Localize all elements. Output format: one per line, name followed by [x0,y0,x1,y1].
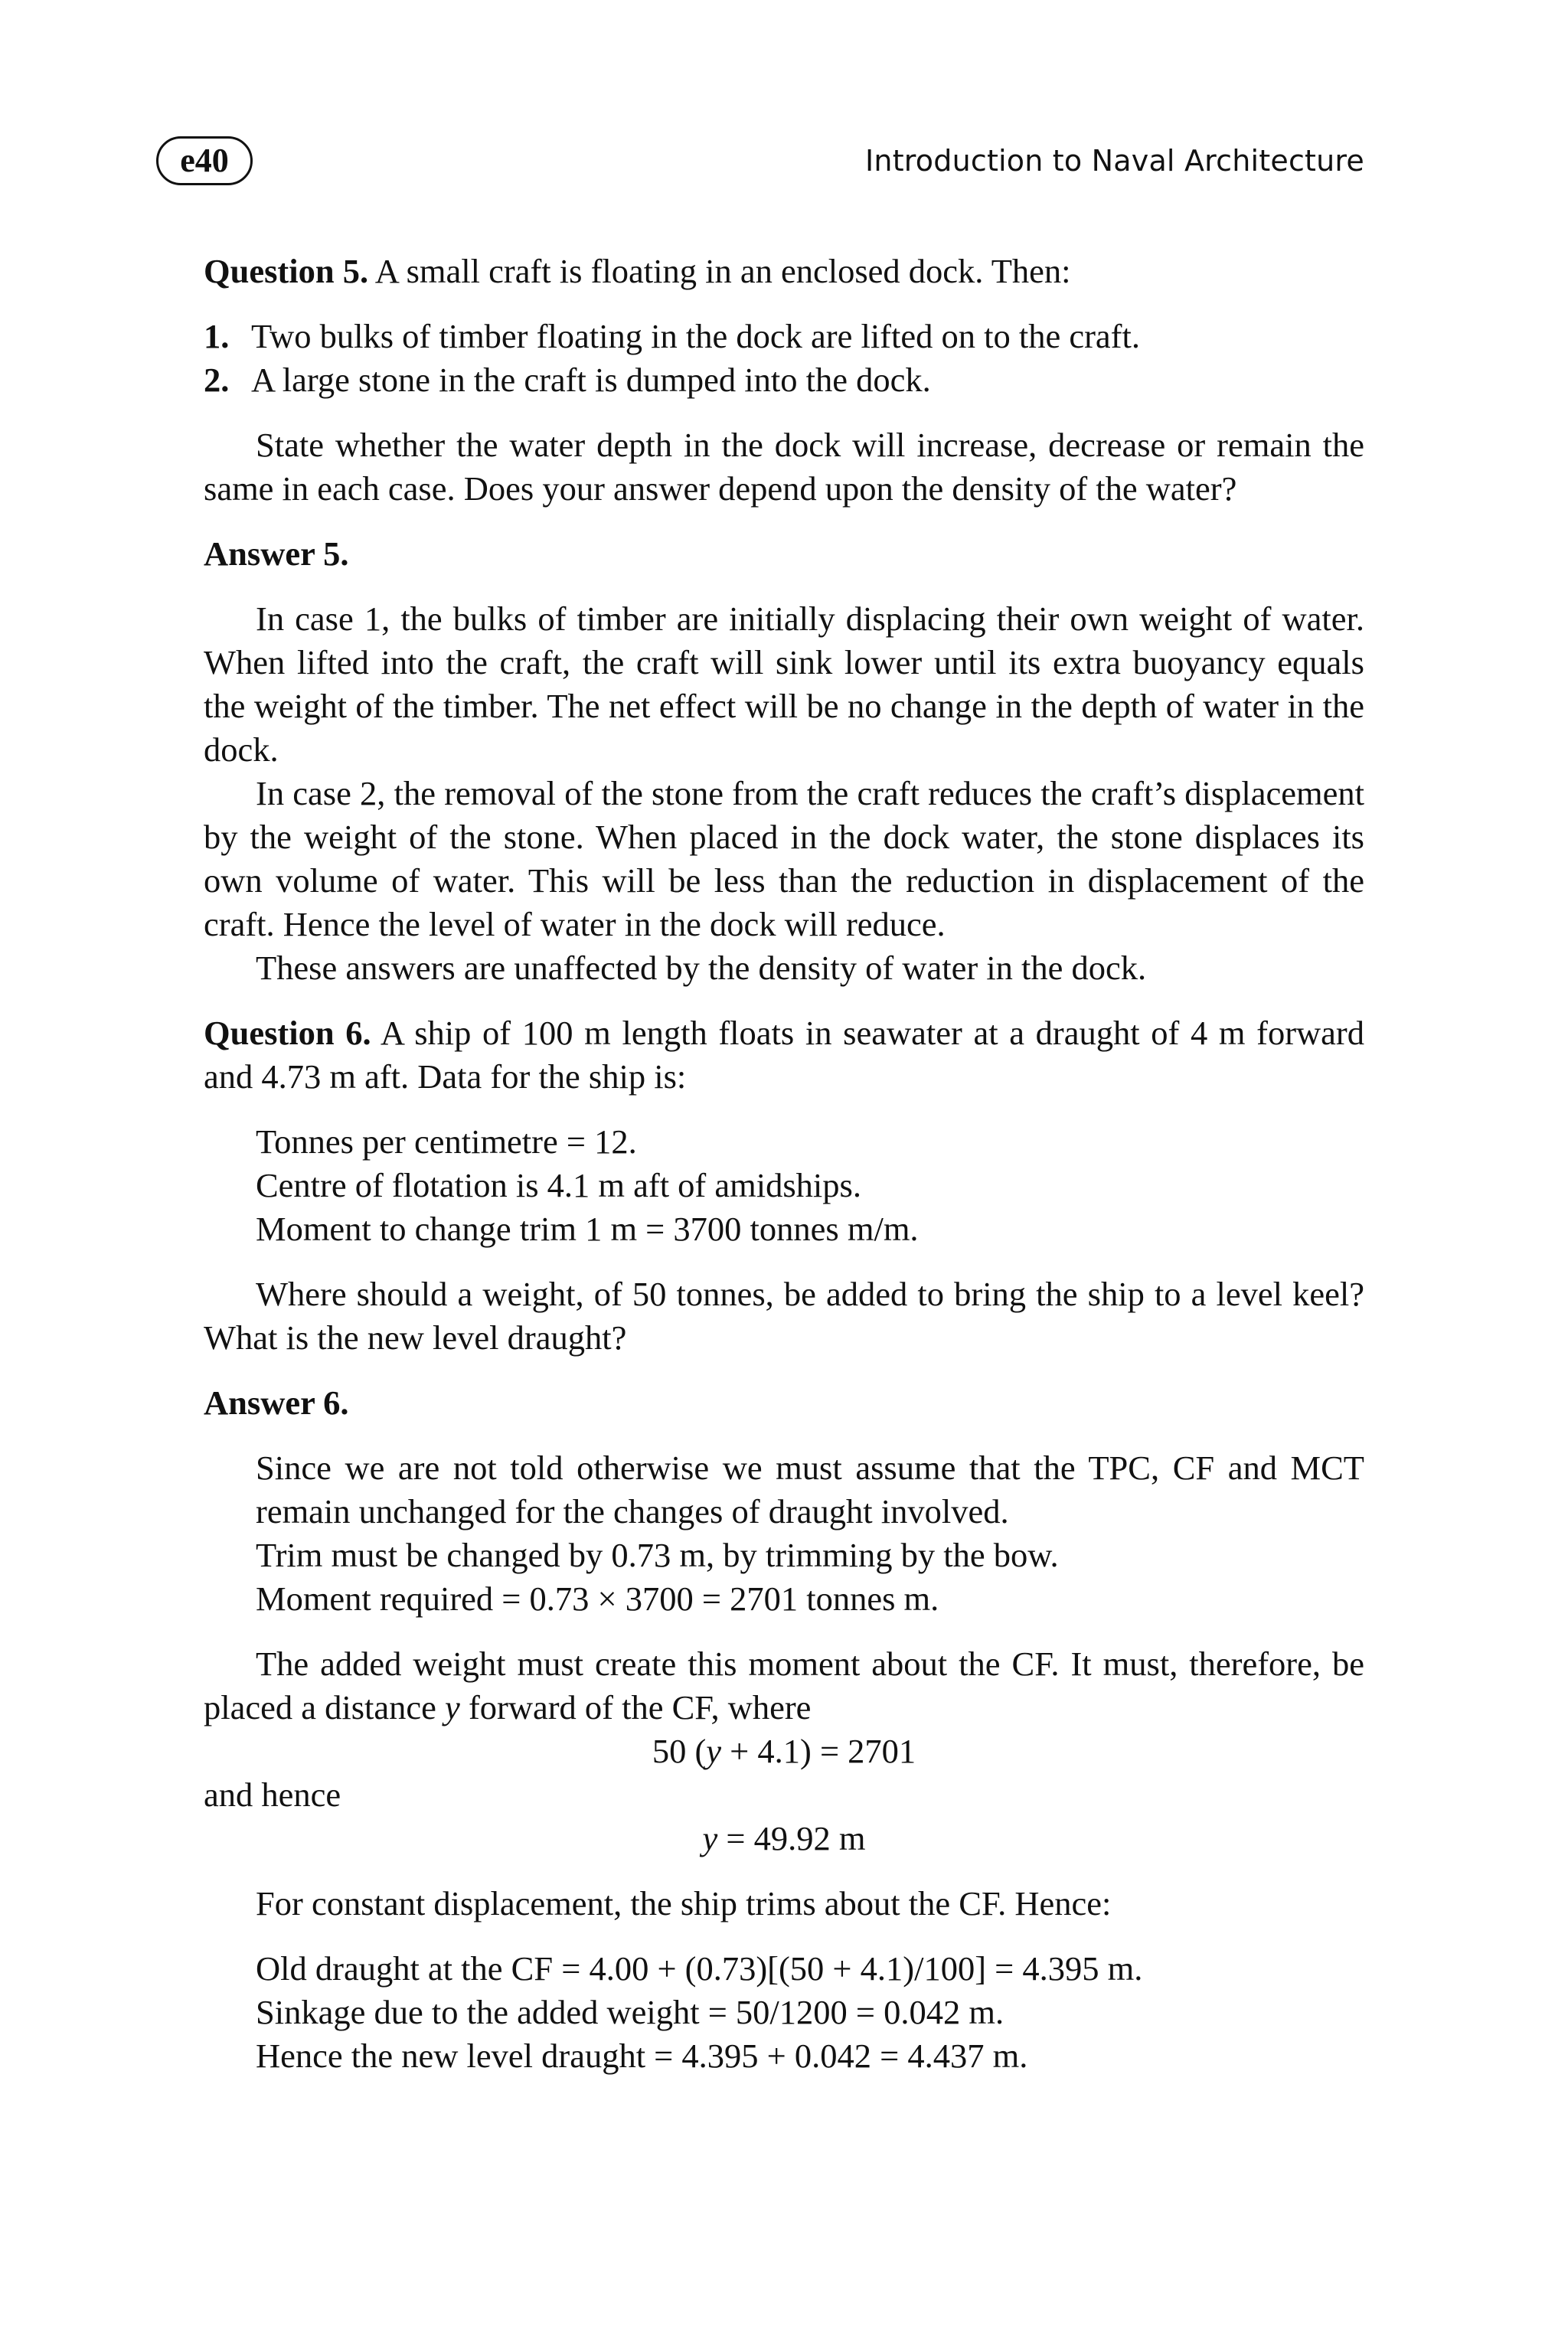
placement-text: The added weight must create this moment about the CF. It must, therefore, be placed a distance [204,1645,1364,1726]
list-item-number: 2. [204,361,230,399]
answer-6-label: Answer 6. [204,1383,349,1422]
question-6 [204,1011,1364,1099]
equation-2 [204,1817,1364,1860]
equation-text: = 49.92 m [717,1819,866,1857]
answer-6-placement [204,1642,1364,1730]
question-6-intro: A ship of 100 m length floats in seawater at a draught of 4 m forward and 4.73 m aft. Data for the ship is: [204,1014,1364,1096]
list-item-text: Two bulks of timber floating in the dock are lifted on to the craft. [251,317,1140,355]
question-5-label: Question 5. [204,252,369,290]
answer-5-paragraph: In case 1, the bulks of timber are initially displacing their own weight of water. When lifted into the craft, the craft will sink lower until its extra buoyancy equals the weight of the timber. The net effect will be no change in the depth of water in the dock. [204,599,1364,769]
answer-6-moment: Moment required = 0.73 × 3700 = 2701 tonnes m. [256,1579,939,1618]
variable-y: y [702,1819,718,1857]
question-5-prompt: State whether the water depth in the dock will increase, decrease or remain the same in each case. Does your answer depend upon the density of the water? [204,426,1364,508]
answer-5-paragraph: These answers are unaffected by the density of water in the dock. [256,949,1147,987]
list-item-number: 1. [204,317,230,355]
page-body [204,250,1364,2078]
result-line: Hence the new level draught = 4.395 + 0.042 = 4.437 m. [256,2037,1028,2075]
question-6-label: Question 6. [204,1014,371,1052]
ship-data-line: Moment to change trim 1 m = 3700 tonnes m/m. [256,1210,919,1248]
list-item [204,358,1364,402]
result-line: Old draught at the CF = 4.00 + (0.73)[(50 + 4.1)/100] = 4.395 m. [256,1949,1143,1988]
question-6-prompt: Where should a weight, of 50 tonnes, be added to bring the ship to a level keel? What is the new level draught? [204,1275,1364,1357]
ship-data-line: Centre of flotation is 4.1 m aft of amidships. [256,1166,861,1204]
question-5 [204,250,1364,293]
running-title: Introduction to Naval Architecture [865,144,1364,178]
placement-text: forward of the CF, where [459,1688,812,1726]
equation-1 [204,1730,1364,1773]
answer-5-paragraph: In case 2, the removal of the stone from the craft reduces the craft’s displacement by the weight of the stone. When placed in the dock water, the stone displaces its own volume of water. This will be less than the reduction in displacement of the craft. Hence the level of water in the dock will reduce. [204,774,1364,943]
answer-6-assumption: Since we are not told otherwise we must assume that the TPC, CF and MCT remain unchanged for the changes of draught involved. [256,1449,1364,1530]
answer-6-constant-displacement: For constant displacement, the ship trims about the CF. Hence: [256,1884,1112,1922]
question-5-intro: A small craft is floating in an enclosed dock. Then: [368,252,1071,290]
page-number-badge: e40 [156,136,253,185]
and-hence: and hence [204,1775,341,1814]
equation-text: 50 ( [652,1732,707,1770]
list-item-text: A large stone in the craft is dumped into the dock. [251,361,931,399]
result-line: Sinkage due to the added weight = 50/1200 = 0.042 m. [256,1993,1004,2031]
ship-data-line: Tonnes per centimetre = 12. [256,1122,637,1161]
answer-5-label: Answer 5. [204,534,349,573]
variable-y: y [445,1688,460,1726]
equation-text: + 4.1) = 2701 [721,1732,916,1770]
variable-y: y [706,1732,722,1770]
answer-6-trim: Trim must be changed by 0.73 m, by trimming by the bow. [256,1536,1059,1574]
list-item [204,315,1364,358]
